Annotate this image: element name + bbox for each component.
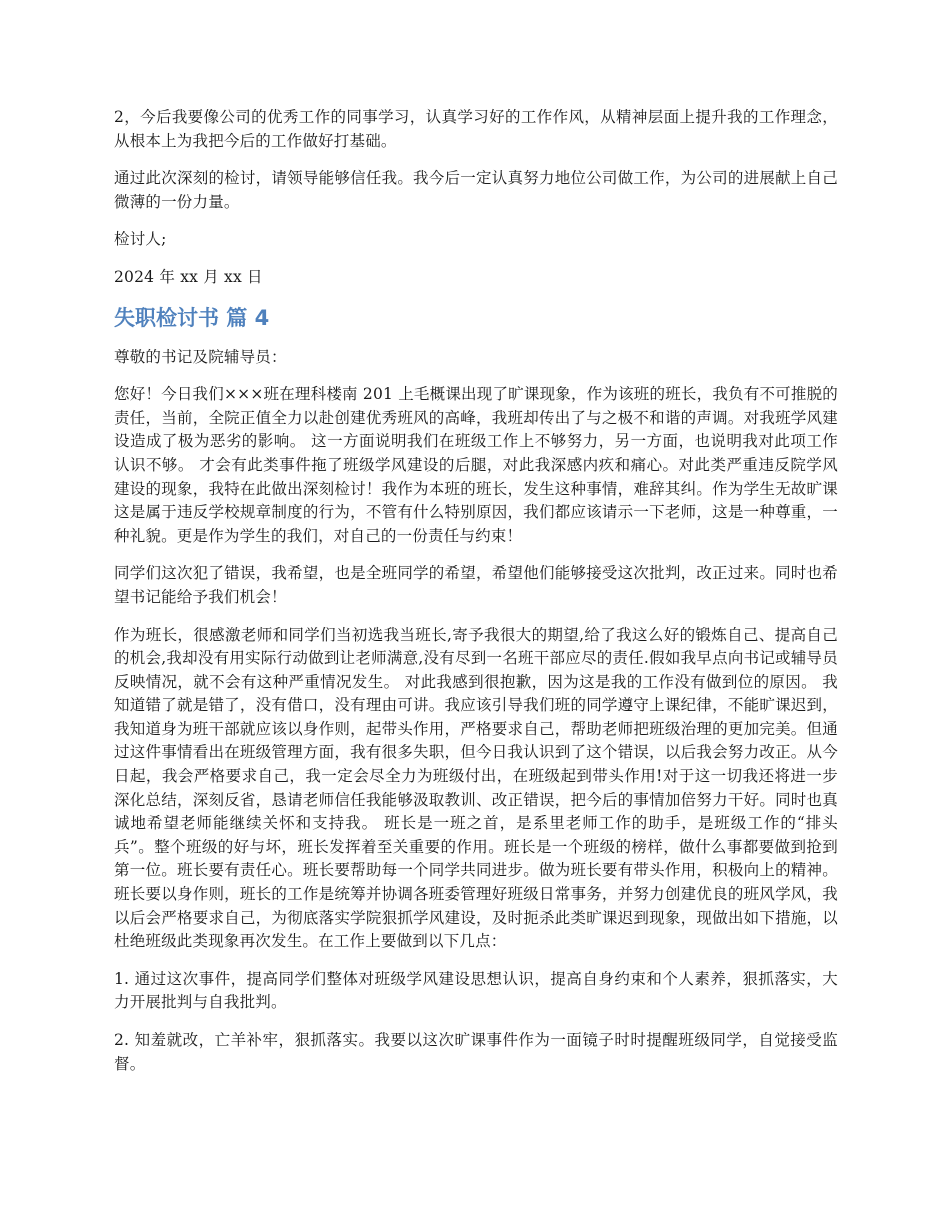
paragraph-incident: 您好！今日我们×××班在理科楼南 201 上毛概课出现了旷课现象，作为该班的班长，我负有不可推脱的责任，当前，全院正值全力以赴创建优秀班风的高峰，我班却传出了与之极不和谐的声调。对我班学风建设造成了极为恶劣的影响。 这一方面说明我们在班级工作上不够努力，另一方面，也说明我对此项工作认识不够。 才会有此类事件拖了班级学风建设的后腿，对此我深感内疚和痛心。对此类严重违反院学风建设的现象，我特在此做出深刻检讨！我作为本班的班长，发生这种事情，难辞其纠。作为学生无故旷课这是属于违反学校规章制度的行为，不管有什么特别原因，我们都应该请示一下老师，这是一种尊重，一种礼貌。更是作为学生的我们，对自己的一份责任与约束！ [114, 385, 838, 545]
date-line: 2024 年 xx 月 xx 日 [114, 267, 263, 286]
paragraph-hope: 同学们这次犯了错误，我希望，也是全班同学的希望，希望他们能够接受这次批判，改正过来。同时也希望书记能给予我们机会！ [114, 564, 838, 606]
paragraph-monitor-reflection: 作为班长，很感激老师和同学们当初选我当班长,寄予我很大的期望,给了我这么好的锻炼自己、提高自己的机会,我却没有用实际行动做到让老师满意,没有尽到一名班干部应尽的责任.假如我早点向书记或辅导员反映情况，就不会有这种严重情况发生。 对此我感到很抱歉，因为这是我的工作没有做到位的原因。 我知道错了就是错了，没有借口，没有理由可讲。我应该引导我们班的同学遵守上课纪律，不能旷课迟到，我知道身为班干部就应该以身作则，起带头作用，严格要求自己，帮助老师把班级治理的更加完美。但通过这件事情看出在班级管理方面，我有很多失职，但今日我认识到了这个错误，以后我会努力改正。从今日起，我会严格要求自己，我一定会尽全力为班级付出，在班级起到带头作用!对于这一切我还将进一步深化总结，深刻反省，恳请老师信任我能够汲取教训、改正错误，把今后的事情加倍努力干好。同时也真诚地希望老师能继续关怀和支持我。 班长是一班之首，是系里老师工作的助手，是班级工作的“排头兵”。整个班级的好与坏，班长发挥着至关重要的作用。班长是一个班级的榜样，做什么事都要做到抢到第一位。班长要有责任心。班长要帮助每一个同学共同进步。做为班长要有带头作用，积极向上的精神。班长要以身作则，班长的工作是统筹并协调各班委管理好班级日常事务，并努力创建优良的班风学风，我以后会严格要求自己，为彻底落实学院狠抓学风建设，及时扼杀此类旷课迟到现象，现做出如下措施，以杜绝班级此类现象再次发生。在工作上要做到以下几点： [114, 625, 838, 951]
paragraph-trust-request: 通过此次深刻的检讨，请领导能够信任我。我今后一定认真努力地位公司做工作，为公司的进展献上自己微薄的一份力量。 [114, 169, 838, 211]
measure-item-1: 1. 通过这次事件，提高同学们整体对班级学风建设思想认识，提高自身约束和个人素养，狠抓落实，大力开展批判与自我批判。 [114, 969, 838, 1012]
paragraph-improvement-2: 2，今后我要像公司的优秀工作的同事学习，认真学习好的工作作风，从精神层面上提升我的工作理念，从根本上为我把今后的工作做好打基础。 [114, 108, 838, 150]
measure-item-2: 2. 知羞就改，亡羊补牢，狠抓落实。我要以这次旷课事件作为一面镜子时时提醒班级同学，自觉接受监督。 [114, 1031, 838, 1073]
salutation: 尊敬的书记及院辅导员： [114, 347, 287, 366]
section-heading: 失职检讨书 篇 4 [114, 305, 270, 330]
signature-line: 检讨人; [114, 230, 167, 249]
